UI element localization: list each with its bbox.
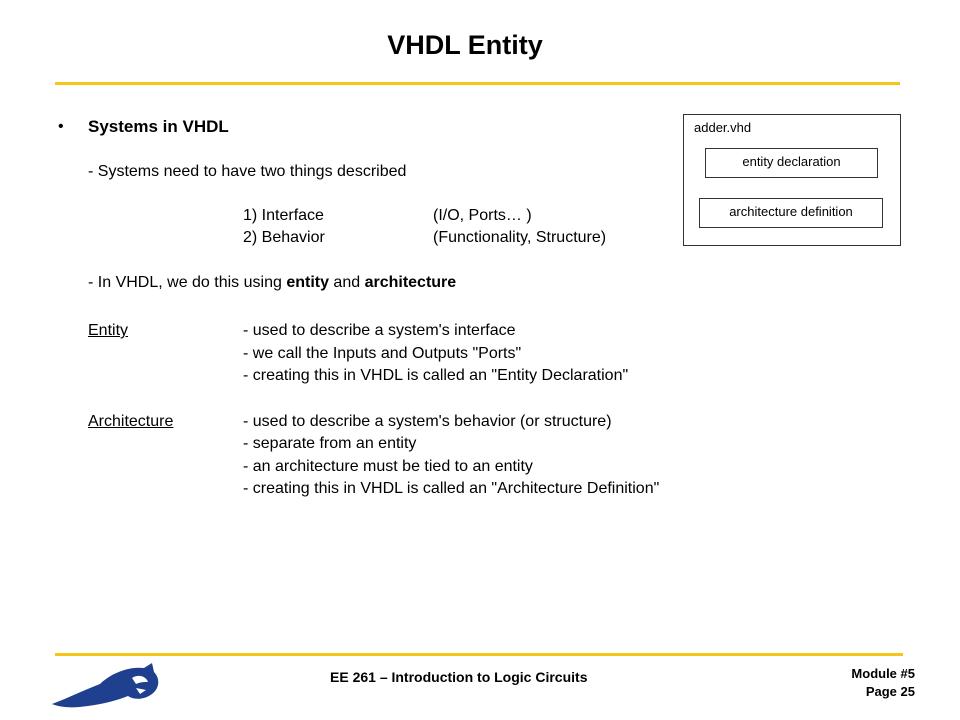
architecture-line: - used to describe a system's behavior (or structure) <box>243 413 612 430</box>
architecture-line: - creating this in VHDL is called an "Architecture Definition" <box>243 480 660 497</box>
file-name-label: adder.vhd <box>694 120 752 135</box>
bullet-heading: Systems in VHDL <box>88 117 229 136</box>
keyword-architecture: architecture <box>364 274 457 291</box>
item-interface: 1) Interface <box>243 207 324 224</box>
in-vhdl-line <box>88 273 456 293</box>
footer-course-title: EE 261 – Introduction to Logic Circuits <box>330 669 588 685</box>
slide-title: VHDL Entity <box>387 30 543 60</box>
entity-line: - we call the Inputs and Outputs "Ports" <box>243 345 522 362</box>
systems-line: - Systems need to have two things described <box>88 163 407 180</box>
in-vhdl-and: and <box>328 274 365 291</box>
architecture-line: - separate from an entity <box>243 435 417 452</box>
architecture-definition-box: architecture definition <box>699 198 883 228</box>
entity-declaration-box: entity declaration <box>705 148 878 178</box>
in-vhdl-pre: - In VHDL, we do this using <box>88 274 287 291</box>
title-underline <box>55 82 900 85</box>
entity-line: - creating this in VHDL is called an "Entity Declaration" <box>243 367 629 384</box>
page-number: Page 25 <box>865 684 915 699</box>
item-behavior-desc: (Functionality, Structure) <box>433 229 607 246</box>
module-number: Module #5 <box>851 666 915 681</box>
entity-term: Entity <box>88 322 129 339</box>
footer-page-info <box>851 665 915 701</box>
panther-logo-icon <box>48 660 163 710</box>
bullet-dot: • <box>58 118 64 135</box>
footer-rule <box>55 653 903 656</box>
item-behavior: 2) Behavior <box>243 229 325 246</box>
keyword-entity: entity <box>286 274 329 291</box>
architecture-term: Architecture <box>88 413 174 430</box>
architecture-line: - an architecture must be tied to an entity <box>243 458 533 475</box>
item-interface-desc: (I/O, Ports… ) <box>433 207 532 224</box>
entity-line: - used to describe a system's interface <box>243 322 516 339</box>
